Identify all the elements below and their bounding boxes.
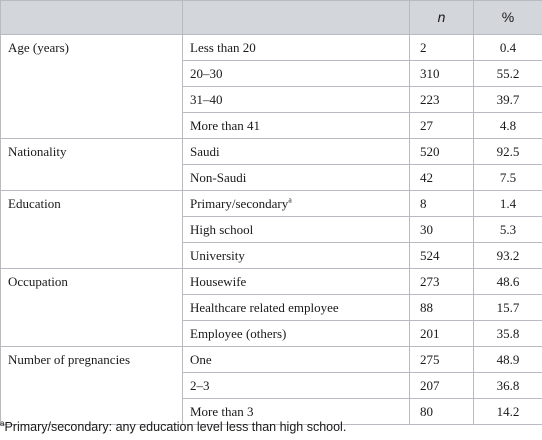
percent-cell: 39.7 (474, 87, 542, 113)
category-text: Primary/secondary (190, 196, 289, 211)
category-cell: High school (183, 217, 410, 243)
category-cell: 20–30 (183, 61, 410, 87)
footnote-marker: a (288, 195, 292, 205)
count-cell: 42 (410, 165, 474, 191)
table-row (1, 347, 542, 373)
footnote-text: Primary/secondary: any education level less than high school. (4, 420, 347, 434)
percent-cell: 48.6 (474, 269, 542, 295)
percent-cell: 92.5 (474, 139, 542, 165)
table-header-row (1, 1, 542, 35)
category-cell: Housewife (183, 269, 410, 295)
group-label-age: Age (years) (1, 35, 183, 139)
percent-cell: 36.8 (474, 373, 542, 399)
category-cell: 2–3 (183, 373, 410, 399)
percent-cell: 35.8 (474, 321, 542, 347)
header-percent: % (474, 1, 542, 35)
count-cell: 310 (410, 61, 474, 87)
group-label-occupation: Occupation (1, 269, 183, 347)
category-cell: Non-Saudi (183, 165, 410, 191)
table-row (1, 191, 542, 217)
percent-cell: 14.2 (474, 399, 542, 425)
category-cell: Less than 20 (183, 35, 410, 61)
count-cell: 30 (410, 217, 474, 243)
percent-cell: 0.4 (474, 35, 542, 61)
count-cell: 520 (410, 139, 474, 165)
count-cell: 207 (410, 373, 474, 399)
category-cell: Saudi (183, 139, 410, 165)
category-cell: 31–40 (183, 87, 410, 113)
group-label-nationality: Nationality (1, 139, 183, 191)
table-footnote (0, 420, 346, 434)
count-cell: 275 (410, 347, 474, 373)
header-n: n (410, 1, 474, 35)
category-cell: University (183, 243, 410, 269)
category-cell: Employee (others) (183, 321, 410, 347)
table-row (1, 139, 542, 165)
percent-cell: 4.8 (474, 113, 542, 139)
count-cell: 223 (410, 87, 474, 113)
count-cell: 8 (410, 191, 474, 217)
table-row (1, 269, 542, 295)
table-row (1, 35, 542, 61)
category-cell: More than 41 (183, 113, 410, 139)
group-label-pregnancies: Number of pregnancies (1, 347, 183, 425)
count-cell: 80 (410, 399, 474, 425)
header-variable (1, 1, 183, 35)
footnote-mark: a (0, 418, 5, 428)
category-cell: More than 3 (183, 399, 410, 425)
percent-cell: 5.3 (474, 217, 542, 243)
category-cell: One (183, 347, 410, 373)
percent-cell: 48.9 (474, 347, 542, 373)
count-cell: 27 (410, 113, 474, 139)
count-cell: 524 (410, 243, 474, 269)
group-label-education: Education (1, 191, 183, 269)
count-cell: 201 (410, 321, 474, 347)
category-cell (183, 191, 410, 217)
percent-cell: 1.4 (474, 191, 542, 217)
percent-cell: 55.2 (474, 61, 542, 87)
percent-cell: 15.7 (474, 295, 542, 321)
count-cell: 273 (410, 269, 474, 295)
category-cell: Healthcare related employee (183, 295, 410, 321)
percent-cell: 7.5 (474, 165, 542, 191)
percent-cell: 93.2 (474, 243, 542, 269)
header-category (183, 1, 410, 35)
count-cell: 2 (410, 35, 474, 61)
count-cell: 88 (410, 295, 474, 321)
